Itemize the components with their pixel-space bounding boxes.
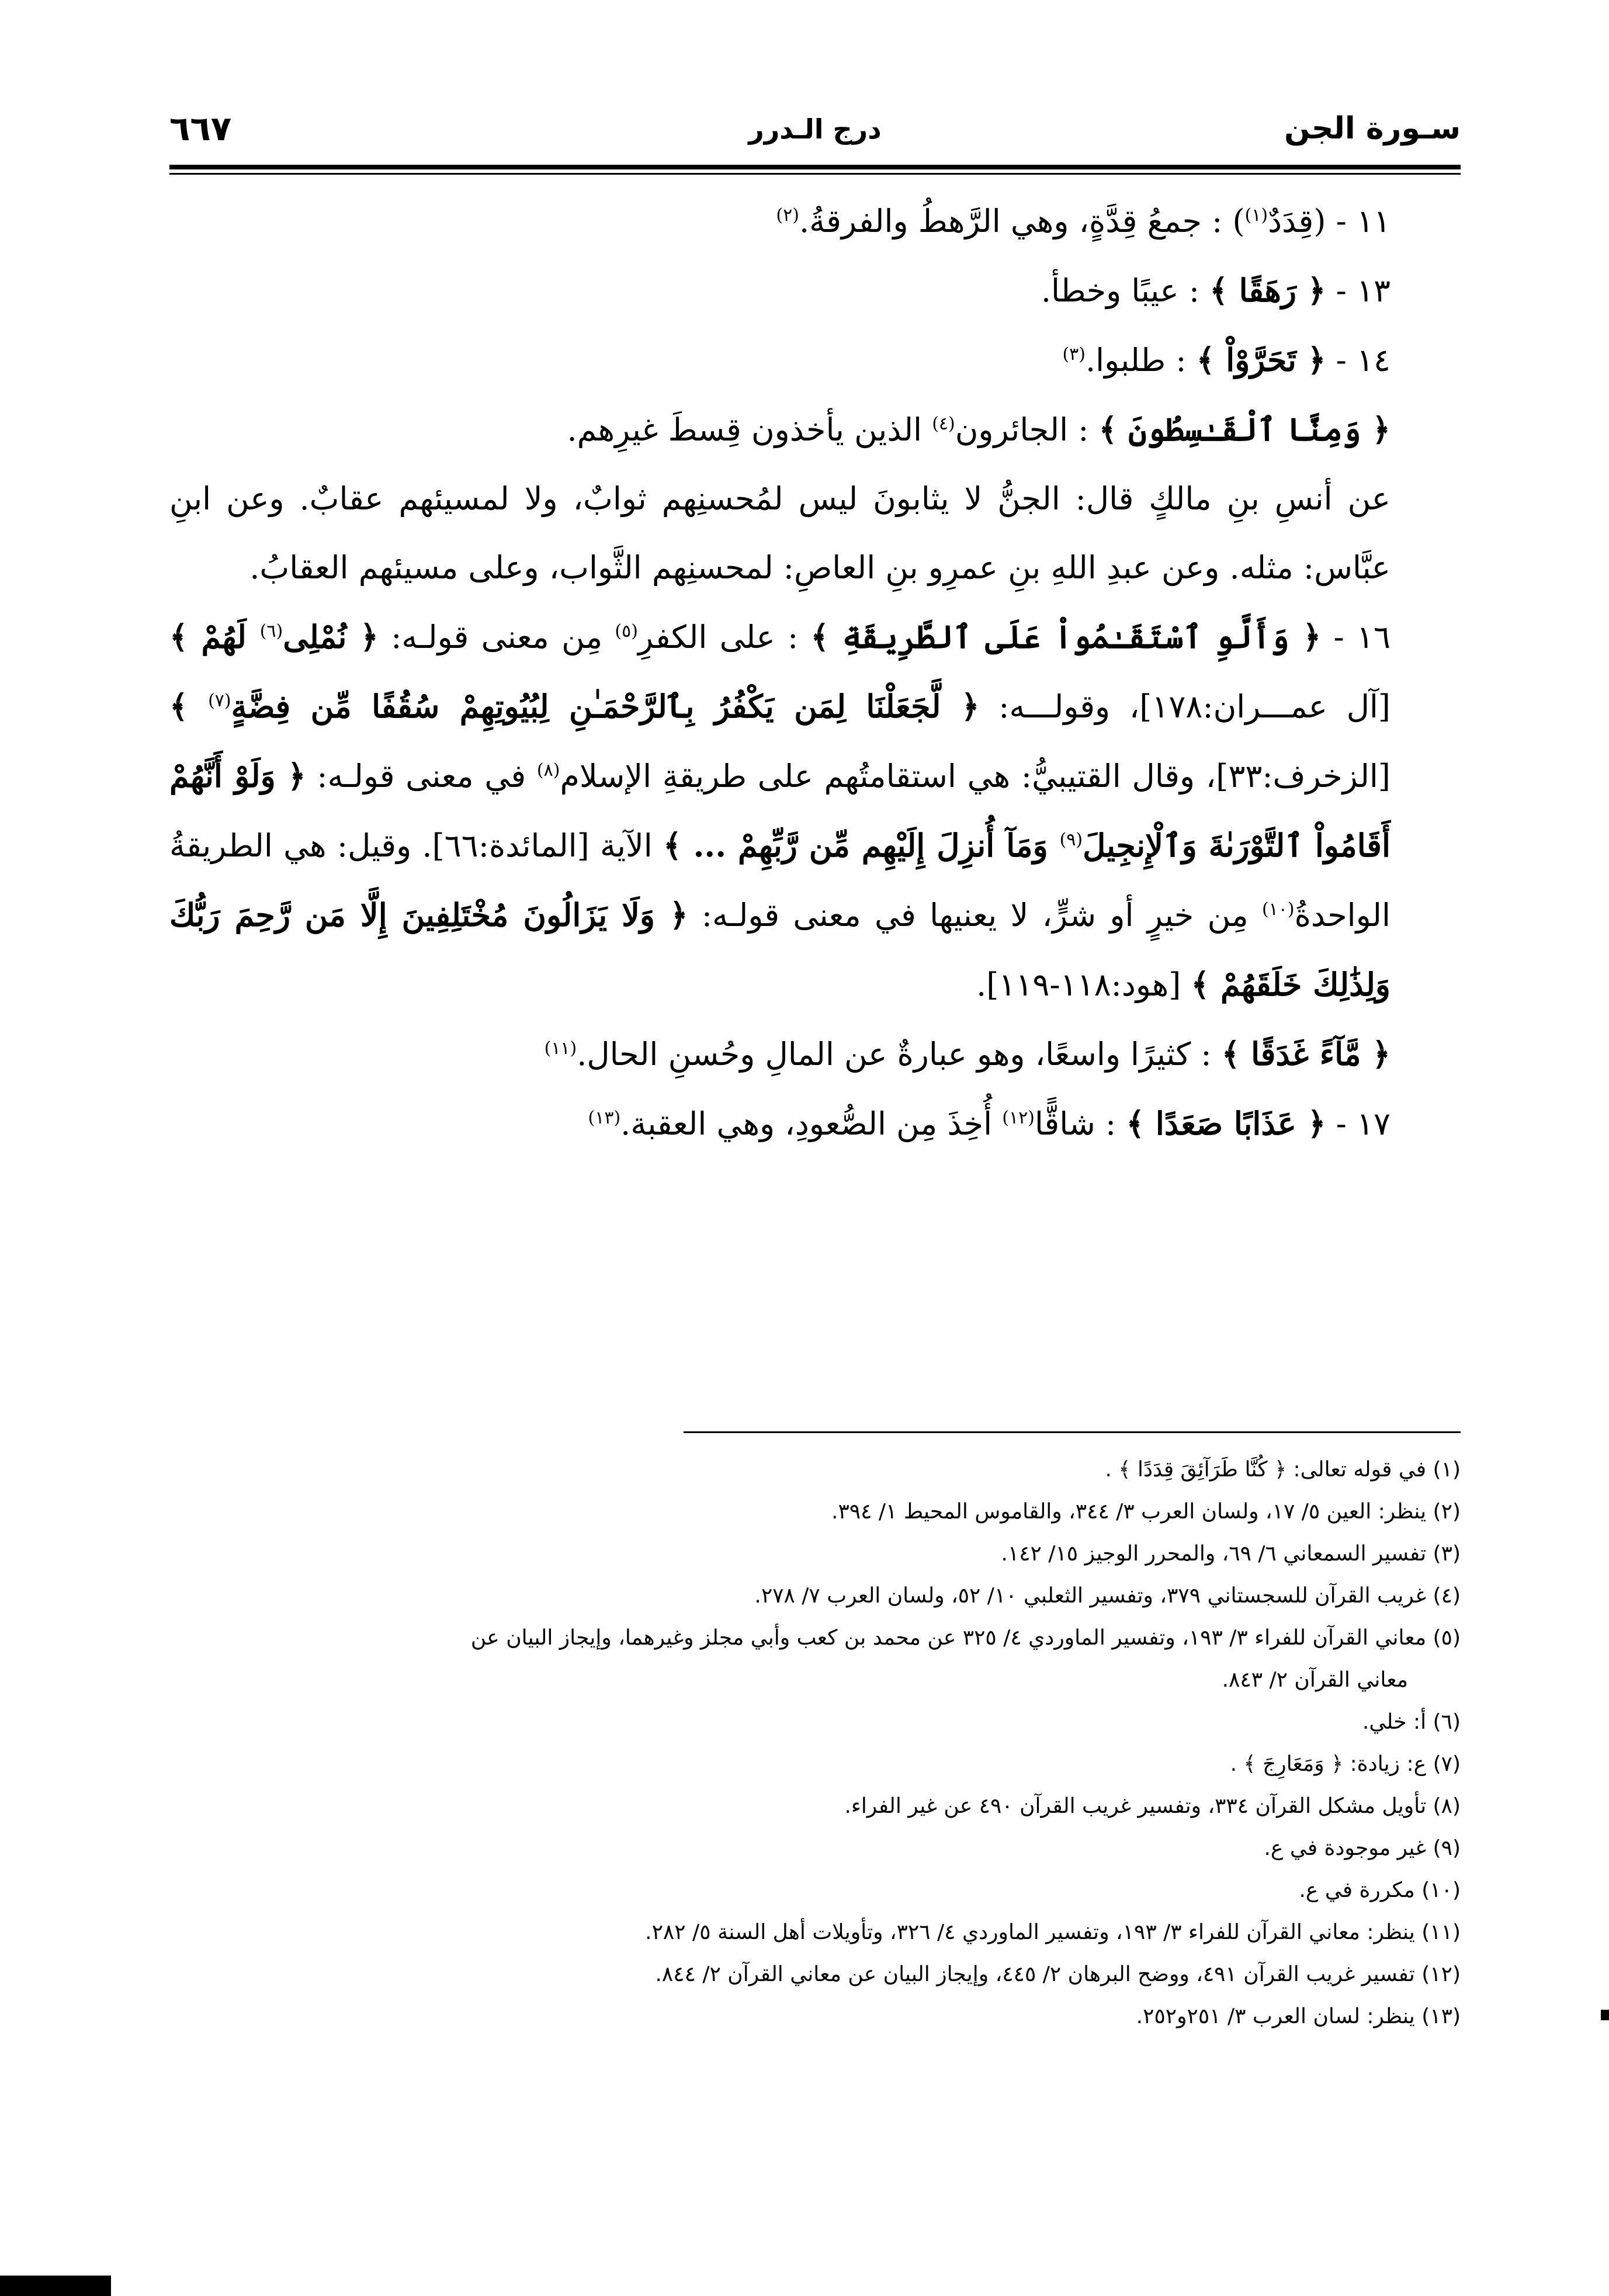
footnote-2: (٢) ينظر: العين ٥/ ١٧، ولسان العرب ٣/ ٣٤٤، والقاموس المحيط ١/ ٣٩٤. — [831, 1500, 1461, 1524]
quran-quote: ﴿ عَذَابًا صَعَدًا ﴾ — [1126, 1105, 1326, 1142]
quran-quote: ﴿ تَحَرَّوْاْ ﴾ — [1196, 341, 1326, 379]
quran-quote: ﴿ وَلَوْ أَنَّهُمْ أَقَامُواْ ٱلتَّوْرَىٰةَ وَٱلْإِنجِيلَ — [169, 757, 1390, 864]
footnote-11: (١١) ينظر: معاني القرآن للفراء ٣/ ١٩٣، وتفسير الماوردي ٤/ ٣٢٦، وتأويلات أهل السنة ٥/ ٢٨٢. — [645, 1920, 1461, 1944]
footnote-marker: (١) — [1244, 205, 1268, 226]
book-title: درج الـدرر — [748, 113, 882, 145]
quran-quote: ﴿ وَأَلَّوِ ٱسْتَقَـٰمُواْ عَلَى ٱلطَّرِيقَةِ ﴾ — [810, 618, 1322, 655]
footnote-marker: (١١) — [544, 1038, 577, 1059]
quran-quote: ﴿ رَهَقًا ﴾ — [1209, 272, 1326, 309]
scan-mark — [1601, 2010, 1609, 2020]
page-number: ٦٦٧ — [169, 109, 232, 148]
header-rule-thin — [169, 173, 1461, 175]
main-text — [169, 187, 1461, 1159]
quran-quote: ﴿ نُمْلِى — [283, 618, 379, 655]
surah-title: سـورة الجن — [1284, 111, 1461, 146]
footnote-separator — [684, 1431, 1461, 1433]
footnote-5: (٥) معاني القرآن للفراء ٣/ ١٩٣، وتفسير الماوردي ٤/ ٣٢٥ عن محمد بن كعب وأبي مجلز وغيرهما، وإيجاز البيان عن — [470, 1626, 1461, 1650]
paragraph-entry-16: ١٦ - ﴿ وَأَلَّوِ ٱسْتَقَـٰمُواْ عَلَى ٱلطَّرِيقَةِ ﴾ : على الكفرِ$^{(٥)}$ مِن معنى قولـه: ﴿ نُمْلِى$^{(٦)}$ لَهُمْ ﴾ [آل عمـــران:١٧٨]، وقولـــه: ﴿ لَّجَعَلْنَا لِمَن يَكْفُرُ بِٱلرَّحْمَـٰنِ لِبُيُوتِهِمْ سُقُفًا مِّن فِضَّةٍ$^{(٧)}$ ﴾ [الزخرف:٣٣]، وقال القتيبيُّ: هي استقامتُهم على طريقةِ الإسلام$^{(٨)}$ في معنى قولـه: ﴿ وَلَوْ أَنَّهُمْ أَقَامُواْ ٱلتَّوْرَىٰةَ وَٱلْإِنجِيلَ$^{(٩)}$ وَمَآ أُنزِلَ إِلَيْهِم مِّن رَّبِّهِمْ ... ﴾ الآية [المائدة:٦٦]. وقيل: هي الطريقةُ الواحدةُ$^{(١٠)}$ مِن خيرٍ أو شرٍّ، لا يعنيها في معنى قولـه: ﴿ وَلَا يَزَالُونَ مُخْتَلِفِينَ إِلَّا مَن رَّحِمَ رَبُّكَ وَلِذَٰلِكَ خَلَقَهُمْ ﴾ [هود:١١٨-١١٩]. — [169, 618, 1391, 1003]
footnote-marker: (٥) — [615, 621, 638, 641]
entry-line-qasitun: ﴿ وَمِنَّا ٱلْقَـٰسِطُونَ ﴾ : الجائرون$^{(٤)}$ الذين يأخذون قِسطَ غيرِهم. — [567, 411, 1390, 448]
footnote-13: (١٣) ينظر: لسان العرب ٣/ ٢٥١و٢٥٢. — [1136, 2004, 1461, 2028]
entry-line-11: ١١ - (قِدَدٌ$^{(١)}$) : جمعُ قِدَّةٍ، وهي الرَّهطُ والفرقةُ.$^{(٢)}$ — [776, 203, 1390, 240]
page-header — [169, 105, 1461, 169]
paragraph-anas: عن أنسِ بنِ مالكٍ قال: الجنُّ لا يثابونَ ليس لمُحسنِهم ثوابٌ، ولا لمسيئهم عقابٌ. وعن ابنِ عبَّاس: مثله. وعن عبدِ اللهِ بنِ عمرِو بنِ العاصِ: لمحسنِهم الثَّواب، وعلى مسيئهم العقابُ. — [169, 480, 1390, 586]
quran-quote: ﴿ وَمِنَّا ٱلْقَـٰسِطُونَ ﴾ — [1098, 411, 1390, 448]
footnote-marker: (٢) — [776, 205, 799, 226]
footnote-6: (٦) أ: خلي. — [1362, 1710, 1461, 1734]
footnote-1: (١) في قوله تعالى: ﴿ كُنَّا طَرَآئِقَ قِدَدًا ﴾ . — [1105, 1458, 1461, 1482]
entry-line-ghadaqa: ﴿ مَّآءً غَدَقًا ﴾ : كثيرًا واسعًا، وهو عبارةٌ عن المالِ وحُسنِ الحال.$^{(١١)}$ — [544, 1035, 1390, 1073]
footnote-9: (٩) غير موجودة في ع. — [1264, 1836, 1461, 1860]
footnote-marker: (١٢) — [1002, 1108, 1035, 1128]
entry-line-13: ١٣ - ﴿ رَهَقًا ﴾ : عيبًا وخطأ. — [1041, 272, 1390, 309]
footnote-marker: (١٠) — [1261, 899, 1295, 920]
footnotes — [169, 1449, 1461, 2038]
footnote-10: (١٠) مكررة في ع. — [1299, 1878, 1461, 1902]
footnote-marker: (٧) — [208, 691, 231, 711]
footnote-3: (٣) تفسير السمعاني ٦/ ٦٩، والمحرر الوجيز ١٥/ ١٤٢. — [1001, 1542, 1461, 1566]
footnote-8: (٨) تأويل مشكل القرآن ٣٣٤، وتفسير غريب القرآن ٤٩٠ عن غير الفراء. — [844, 1794, 1461, 1818]
scan-edge-bar — [0, 2276, 111, 2296]
footnote-marker: (٩) — [1059, 830, 1083, 850]
footnote-marker: (٤) — [932, 414, 955, 434]
footnote-7: (٧) ع: زيادة: ﴿ وَمَعَارِجَ ﴾ . — [1230, 1752, 1461, 1776]
footnote-marker: (١٣) — [588, 1108, 621, 1128]
footnote-12: (١٢) تفسير غريب القرآن ٤٩١، ووضح البرهان ٢/ ٤٤٥، وإيجاز البيان عن معاني القرآن ٢/ ٨٤٤. — [655, 1962, 1461, 1986]
quran-quote: ﴿ لَّجَعَلْنَا لِمَن يَكْفُرُ بِٱلرَّحْمَـٰنِ لِبُيُوتِهِمْ سُقُفًا مِّن فِضَّةٍ — [231, 688, 980, 725]
quran-quote: ﴿ وَلَا يَزَالُونَ مُخْتَلِفِينَ إِلَّا مَن رَّحِمَ رَبُّكَ وَلِذَٰلِكَ خَلَقَهُمْ ﴾ — [169, 896, 1390, 1003]
header-rule-thick — [169, 165, 1461, 169]
footnote-5-continuation: معاني القرآن ٢/ ٨٤٣. — [1222, 1668, 1408, 1692]
footnote-marker: (٦) — [259, 621, 283, 641]
quran-quote: ﴿ مَّآءً غَدَقًا ﴾ — [1221, 1035, 1390, 1073]
entry-line-17: ١٧ - ﴿ عَذَابًا صَعَدًا ﴾ : شاقًّا$^{(١٢)}$ أُخِذَ مِن الصُّعودِ، وهي العقبة.$^{(١٣)}$ — [588, 1105, 1390, 1142]
footnote-marker: (٣) — [1062, 344, 1086, 365]
footnote-marker: (٨) — [536, 760, 560, 781]
entry-line-14: ١٤ - ﴿ تَحَرَّوْاْ ﴾ : طلبوا.$^{(٣)}$ — [1062, 341, 1390, 379]
footnote-4: (٤) غريب القرآن للسجستاني ٣٧٩، وتفسير الثعلبي ١٠/ ٥٢، ولسان العرب ٧/ ٢٧٨. — [754, 1584, 1461, 1608]
